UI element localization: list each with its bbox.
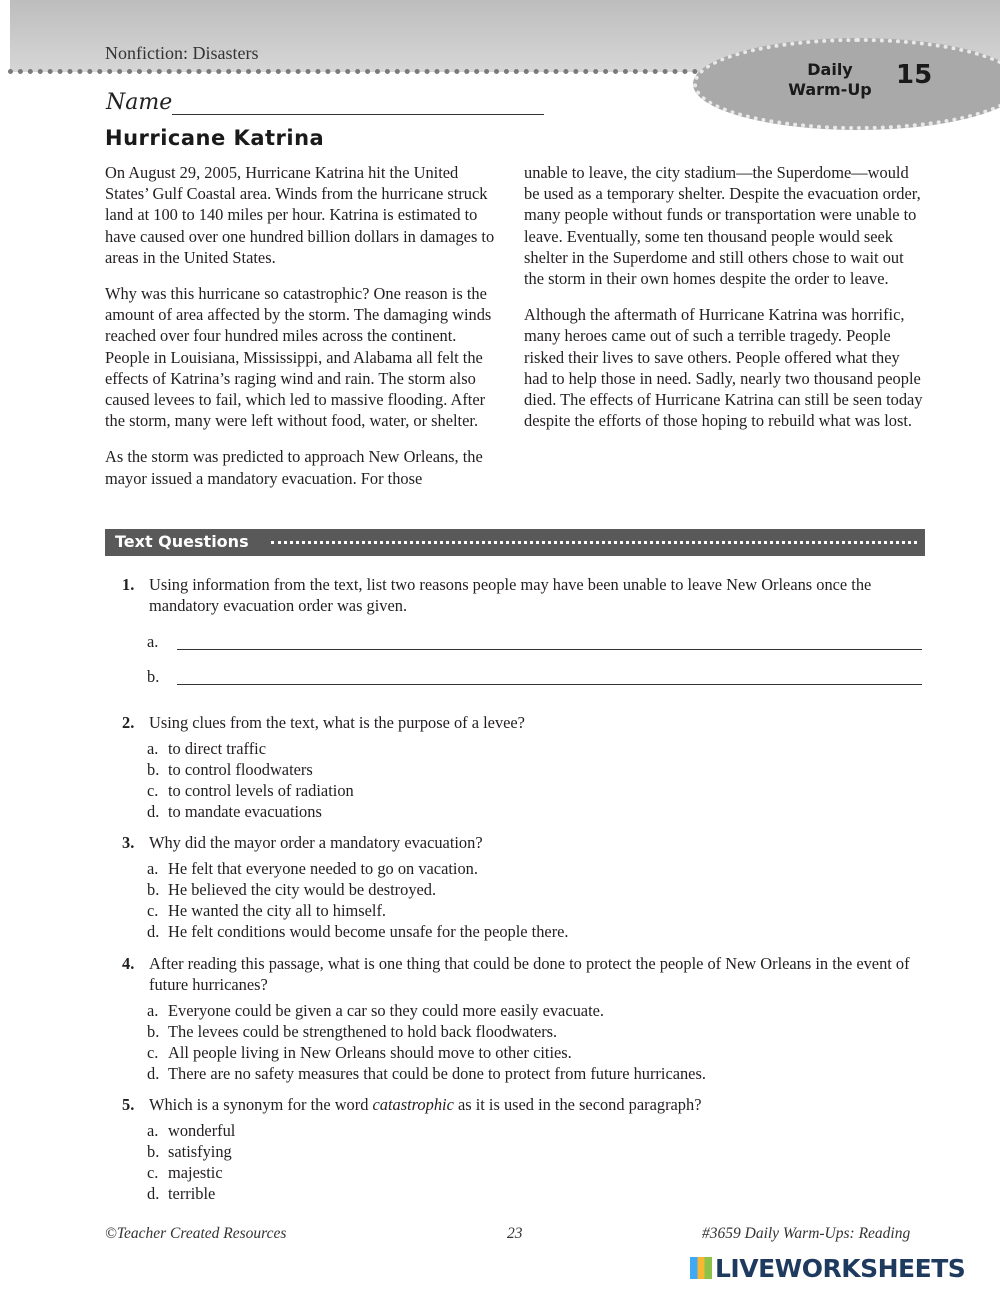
question-4 [122,953,922,1084]
option-a[interactable]: a. to direct traffic [147,739,266,758]
question-number: 3. [122,833,135,852]
option-a[interactable]: a. Everyone could be given a car so they could more easily evacuate. [147,1001,604,1020]
question-text: After reading this passage, what is one thing that could be done to protect the people of New Orleans in the event of future hurricanes? [149,954,910,994]
question-1 [122,574,922,616]
question-text: Using information from the text, list two reasons people may have been unable to leave New Orleans once the mandatory evacuation order was given. [149,575,872,615]
question-number: 1. [122,575,135,594]
questions-header-dots [271,541,917,544]
answer-line[interactable] [177,684,922,685]
option-c[interactable]: c. to control levels of radiation [147,781,354,800]
option-c[interactable]: c. He wanted the city all to himself. [147,901,387,920]
answer-blank-b[interactable] [147,667,922,687]
option-b[interactable]: b. The levees could be strengthened to hold back floodwaters. [147,1022,558,1041]
option-a[interactable]: a. He felt that everyone needed to go on vacation. [147,859,478,878]
liveworksheets-watermark: LIVEWORKSHEETS [690,1254,965,1283]
header-dotted-rule [8,69,708,74]
answer-line[interactable] [177,649,922,650]
option-d[interactable]: d. He felt conditions would become unsafe for the people there. [147,922,569,941]
question-5 [122,1094,922,1204]
question-text: Using clues from the text, what is the purpose of a levee? [149,713,525,732]
passage-paragraph-4: Although the aftermath of Hurricane Katrina was horrific, many heroes came out of such a terrible tragedy. People risked their lives to save others. People offered what they had to help those in need. Sadly, nearly two thousand people died. The effects of Hurricane Katrina can still be seen today despite the efforts of those hoping to rebuild what was lost. [524,305,923,431]
name-input-line[interactable] [172,114,544,115]
passage-right-column [524,162,924,446]
option-b[interactable]: b. He believed the city would be destroyed. [147,880,437,899]
badge-label: Daily Warm-Up [788,60,872,99]
option-d[interactable]: d. terrible [147,1184,216,1203]
passage-left-column [105,162,505,504]
badge-number: 15 [896,60,933,90]
option-d[interactable]: d. There are no safety measures that could be done to protect from future hurricanes. [147,1064,706,1083]
liveworksheets-logo-icon [690,1257,712,1279]
passage-paragraph-3: As the storm was predicted to approach New Orleans, the mayor issued a mandatory evacuation. For those [105,447,483,488]
question-3 [122,832,922,942]
question-number: 2. [122,713,135,732]
option-a[interactable]: a. wonderful [147,1121,236,1140]
question-text: Which is a synonym for the word catastrophic as it is used in the second paragraph? [149,1095,702,1114]
question-2 [122,712,922,822]
questions-header-title: Text Questions [115,532,249,551]
footer-book-title: #3659 Daily Warm-Ups: Reading [702,1225,911,1242]
option-b[interactable]: b. satisfying [147,1142,232,1161]
passage-paragraph-3-continued: unable to leave, the city stadium—the Superdome—would be used as a temporary shelter. Despite the evacuation order, many people without funds or transportation were unable to leave. Eventually, some ten thousand people would seek shelter in the Superdome and still others chose to wait out the storm in their own homes despite the order to leave. [524,163,921,289]
question-number: 5. [122,1095,135,1114]
passage-paragraph-2: Why was this hurricane so catastrophic? One reason is the amount of area affected by the storm. The damaging winds reached over four hundred miles across the continent. People in Louisiana, Mississippi, and Alabama all felt the effects of Katrina’s raging wind and rain. The storm also caused levees to fail, which led to massive flooding. After the storm, many were left without food, water, or shelter. [105,284,492,431]
option-b[interactable]: b. to control floodwaters [147,760,313,779]
passage-paragraph-1: On August 29, 2005, Hurricane Katrina hit the United States’ Gulf Coastal area. Winds from the hurricane struck land at 100 to 140 miles per hour. Katrina is estimated to have caused over one hundred billion dollars in damages to areas in the United States. [105,163,495,267]
blank-letter: b. [147,667,160,686]
question-text: Why did the mayor order a mandatory evacuation? [149,833,483,852]
name-label: Name [106,90,173,115]
option-c[interactable]: c. All people living in New Orleans should move to other cities. [147,1043,572,1062]
questions-header-bar [105,529,925,556]
subject-label: Nonfiction: Disasters [105,43,259,63]
option-c[interactable]: c. majestic [147,1163,223,1182]
vocab-word: catastrophic [372,1095,454,1114]
blank-letter: a. [147,632,159,651]
footer-copyright: ©Teacher Created Resources [105,1225,287,1242]
page-title: Hurricane Katrina [105,126,325,150]
option-d[interactable]: d. to mandate evacuations [147,802,322,821]
question-number: 4. [122,954,135,973]
answer-blank-a[interactable] [147,632,922,652]
footer-page-number: 23 [507,1225,523,1242]
